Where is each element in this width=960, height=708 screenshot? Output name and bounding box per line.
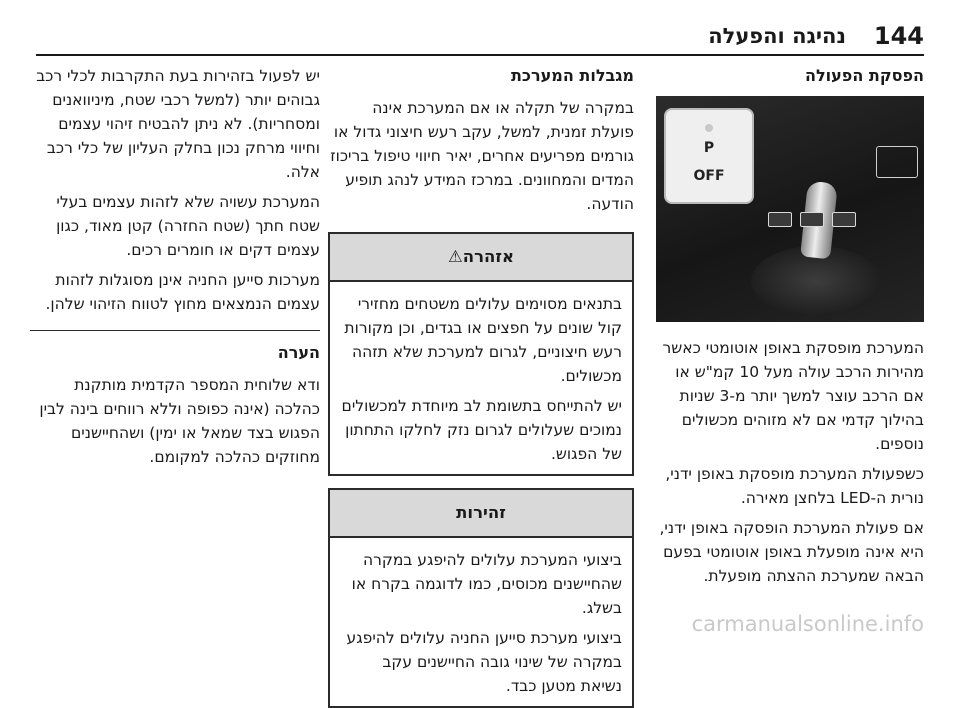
note-text: ודא שלוחית המספר הקדמית מותקנת כהלכה (אינה כפופה וללא רווחים בינה לבין הפגוש בצד שמאל או ימין) ושהחיישנים מחוזקים כהלכה למקומם. [39,376,320,466]
warning-title: אזהרה⚠ [330,234,632,282]
right-column [656,64,924,594]
warning-body [330,282,632,474]
console-hatch [876,146,918,178]
left-paragraph-1: יש לפעול בזהירות בעת התקרבות לכלי רכב גבוהים יותר (למשל רכבי שטח, מיניוואנים ומסחריות). לא ניתן להבטיח זיהוי עצמים וחיווי מרחק נכון בחלק העליון של כלי רכב אלה. [36,67,320,181]
page-number: 144 [873,22,924,50]
deactivation-paragraph-2: כשפעולת המערכת מופסקת באופן ידני, נורית ה-LED בלחצן מאירה. [665,465,924,507]
section-heading-limitations: מגבלות המערכת [510,66,634,85]
page-title: נהיגה והפעלה [708,24,846,48]
deactivation-paragraph-1: המערכת מופסקת באופן אוטומטי כאשר מהירות הרכב עולה מעל 10 קמ"ש או אם הרכב עוצר למשך יותר מ-3 שניות בהילוך קדמי אם לא מזוהים מכשולים נוספים. [662,339,924,453]
header-divider [36,54,924,56]
center-console-photo [656,96,924,322]
deactivation-paragraph-3: אם פעולת המערכת הופסקה באופן ידני, היא אינה מופעלת באופן אוטומטי בפעם הבאה שמערכת ההצתה מופעלת. [659,519,924,585]
park-assist-switch [664,108,754,204]
caution-title: זהירות [330,490,632,538]
left-column [30,64,320,475]
caution-body [330,538,632,706]
warning-box [328,232,634,476]
caution-paragraph-1: ביצועי המערכת עלולים להיפגע במקרה שהחיישנים מכוסים, כמו לדוגמה בקרח או בשלג. [351,551,622,617]
switch-off-label: OFF [693,168,725,184]
caution-box [328,488,634,708]
watermark: carmanualsonline.info [691,612,924,636]
warning-paragraph-1: בתנאים מסוימים עלולים משטחים מחזירי קול שונים על חפצים או בגדים, וכן מקורות רעש חיצוניים, לגרום למערכת שלא תזהה מכשולים. [344,295,622,385]
caution-paragraph-2: ביצועי מערכת סייען החניה עלולים להיפגע במקרה של שינוי גובה החיישנים עקב נשיאת מטען כבד. [346,629,622,695]
warning-paragraph-2: יש להתייחס בתשומת לב מיוחדת למכשולים נמוכים שעלולים לגרום נזק לחלקו התחתון של הפגוש. [341,397,622,463]
note-heading: הערה [277,343,320,362]
note-divider [30,330,320,331]
left-paragraph-2: המערכת עשויה שלא לזהות עצמים בעלי שטח חתך (שטח החזרה) קטן מאוד, כגון עצמים דקים או חומרים רכים. [56,193,320,259]
section-heading-deactivation: הפסקת הפעולה [804,66,924,85]
page-header [36,22,924,54]
led-indicator-icon [705,124,713,132]
middle-column [328,64,634,708]
console-buttons [768,212,856,227]
limitations-intro: במקרה של תקלה או אם המערכת אינה פועלת זמנית, למשל, עקב רעש חיצוני גדול או גורמים מפריעים אחרים, יאיר חיווי טיפול בריכוז המדים והמחוונים. במרכז המידע לנהג תופיע הודעה. [330,99,634,213]
park-assist-icon: P [703,140,715,156]
left-paragraph-3: מערכות סייען החניה אינן מסוגלות לזהות עצמים הנמצאים מחוץ לטווח הזיהוי שלהן. [45,271,320,313]
